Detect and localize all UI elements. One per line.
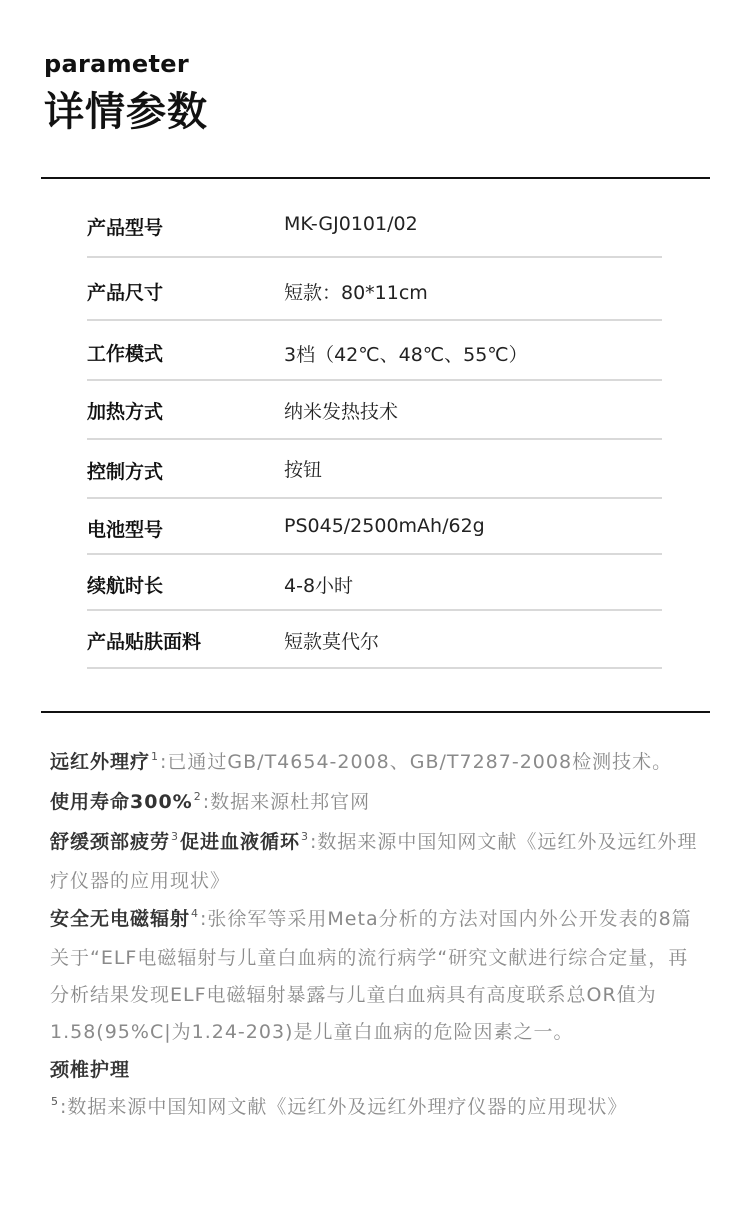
footnote-ref: 3 bbox=[301, 830, 310, 843]
footnote bbox=[50, 744, 700, 783]
spec-label: 产品型号 bbox=[87, 217, 164, 239]
footnote-ref: 5 bbox=[51, 1095, 59, 1108]
spec-label: 加热方式 bbox=[87, 401, 164, 423]
spec-value: 按钮 bbox=[284, 459, 323, 481]
spec-value: PS045/2500mAh/62g bbox=[284, 515, 485, 537]
spec-row bbox=[87, 611, 662, 669]
footnote-key: 远红外理疗 bbox=[50, 751, 151, 773]
spec-label: 产品尺寸 bbox=[87, 282, 164, 304]
page-title: 详情参数 bbox=[44, 89, 208, 135]
footnote bbox=[50, 901, 700, 1051]
bottom-divider bbox=[41, 711, 710, 713]
spec-row bbox=[87, 440, 662, 499]
footnote-key: 使用寿命300% bbox=[50, 791, 193, 813]
footnote-key: 促进血液循环 bbox=[180, 831, 301, 853]
footnote-key: 颈椎护理 bbox=[50, 1059, 131, 1081]
spec-value: 4-8小时 bbox=[284, 575, 354, 597]
footnote-text: :数据来源中国知网文献《远红外及远红外理疗仪器的应用现状》 bbox=[60, 1096, 628, 1118]
footnote-ref: 1 bbox=[151, 750, 160, 763]
footnote-ref: 4 bbox=[191, 907, 200, 920]
spec-value: 短款：80*11cm bbox=[284, 282, 428, 304]
footnote-text: :张徐军等采用Meta分析的方法对国内外公开发表的8篇关于“ELF电磁辐射与儿童白血病的流行病学“研究文献进行综合定量，再分析结果发现ELF电磁辐射暴露与儿童白血病具有高度联系总OR值为1.58(95%C|为1.24-203)是儿童白血病的危险因素之一。 bbox=[50, 908, 692, 1043]
footnote-text: :数据来源杜邦官网 bbox=[202, 791, 371, 813]
footnote-key: 安全无电磁辐射 bbox=[50, 908, 191, 930]
spec-value: 3档（42℃、48℃、55℃） bbox=[284, 344, 528, 366]
spec-label: 续航时长 bbox=[87, 575, 164, 597]
footnote-text: :数据来源中国知网文献《远红外及远红外理疗仪器的应用现状》 bbox=[50, 831, 698, 892]
section-eyebrow: parameter bbox=[44, 50, 189, 78]
spec-row bbox=[87, 321, 662, 381]
top-divider bbox=[41, 177, 710, 179]
spec-value: 短款莫代尔 bbox=[284, 631, 380, 653]
spec-row bbox=[87, 499, 662, 555]
footnote bbox=[50, 784, 700, 823]
spec-label: 产品贴肤面料 bbox=[87, 631, 202, 653]
footnote-ref: 3 bbox=[171, 830, 180, 843]
spec-value: 纳米发热技术 bbox=[284, 401, 399, 423]
footnote-text: :已通过GB/T4654-2008、GB/T7287-2008检测技术。 bbox=[160, 751, 673, 773]
footnote-ref: 2 bbox=[193, 790, 202, 803]
footnotes bbox=[50, 744, 700, 1129]
spec-row bbox=[87, 381, 662, 440]
footnote-key: 舒缓颈部疲劳 bbox=[50, 831, 171, 853]
spec-row bbox=[87, 194, 662, 258]
spec-label: 控制方式 bbox=[87, 461, 164, 483]
spec-row bbox=[87, 258, 662, 321]
footnote bbox=[50, 824, 700, 900]
footnote bbox=[50, 1052, 700, 1128]
spec-row bbox=[87, 555, 662, 611]
spec-table bbox=[87, 194, 662, 669]
spec-value: MK-GJ0101/02 bbox=[284, 213, 418, 235]
spec-label: 工作模式 bbox=[87, 343, 164, 365]
page-header bbox=[44, 48, 208, 138]
spec-label: 电池型号 bbox=[87, 519, 164, 541]
